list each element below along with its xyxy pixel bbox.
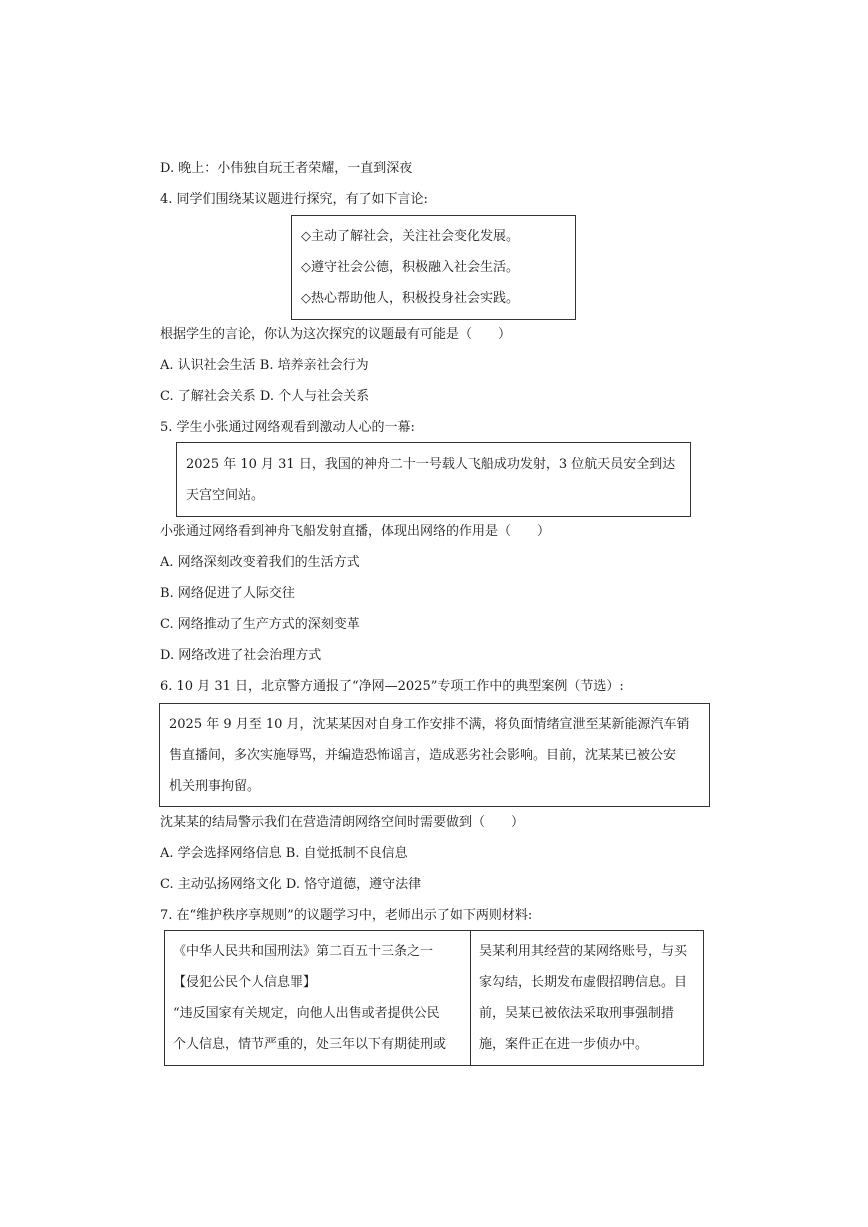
q6-box-line: 2025 年 9 月至 10 月，沈某某因对自身工作安排不满，将负面情绪宣泄至某新能源汽车销 [169, 717, 690, 732]
q7-left-cell-line: 个人信息，情节严重的，处三年以下有期徒刑或 [173, 1037, 447, 1052]
q4-box-line: ◇遵守社会公德，积极融入社会生活。 [301, 260, 519, 275]
q5-box-line: 天宫空间站。 [186, 488, 265, 503]
q3-option-d: D. 晚上：小伟独自玩王者荣耀，一直到深夜 [160, 161, 413, 176]
q4-question: 根据学生的言论，你认为这次探究的议题最有可能是（ ） [160, 327, 512, 342]
q7-right-cell-line: 吴某利用其经营的某网络账号，与买 [479, 944, 688, 959]
q6-options-cd: C. 主动弘扬网络文化 D. 恪守道德，遵守法律 [160, 877, 422, 892]
q7-right-cell-line: 施，案件正在进一步侦办中。 [479, 1037, 649, 1052]
q5-option-a: A. 网络深刻改变着我们的生活方式 [160, 555, 360, 570]
q7-stem: 7. 在“维护秩序享规则”的议题学习中，老师出示了如下两则材料: [160, 908, 533, 923]
q5-box-line: 2025 年 10 月 31 日，我国的神舟二十一号载人飞船成功发射，3 位航天员安全到达 [186, 457, 676, 472]
q7-right-cell-line: 家勾结，长期发布虚假招聘信息。目 [479, 975, 688, 990]
q7-left-cell-line: “违反国家有关规定，向他人出售或者提供公民 [173, 1006, 440, 1021]
q5-stem: 5. 学生小张通过网络观看到激动人心的一幕: [160, 420, 415, 435]
q7-table-divider [470, 931, 471, 1065]
q5-option-c: C. 网络推动了生产方式的深刻变革 [160, 617, 360, 632]
q6-case-box [159, 703, 710, 807]
q4-statement-box [291, 215, 576, 320]
q4-stem: 4. 同学们围绕某议题进行探究，有了如下言论: [160, 192, 428, 207]
q5-news-box [176, 442, 691, 517]
q7-material-table [164, 930, 704, 1066]
q7-left-cell-line: 《中华人民共和国刑法》第二百五十三条之一 [173, 944, 434, 959]
q5-question: 小张通过网络看到神舟飞船发射直播，体现出网络的作用是（ ） [160, 524, 551, 539]
q6-question: 沈某某的结局警示我们在营造清朗网络空间时需要做到（ ） [160, 815, 525, 830]
q7-left-cell-line: 【侵犯公民个人信息罪】 [173, 975, 317, 990]
q4-options-ab: A. 认识社会生活 B. 培养亲社会行为 [160, 358, 369, 373]
q5-option-b: B. 网络促进了人际交往 [160, 586, 295, 601]
q6-box-line: 机关刑事拘留。 [169, 779, 261, 794]
q7-right-cell-line: 前，吴某已被依法采取刑事强制措 [479, 1006, 675, 1021]
q4-box-line: ◇主动了解社会，关注社会变化发展。 [301, 229, 519, 244]
q6-stem: 6. 10 月 31 日，北京警方通报了“净网—2025”专项工作中的典型案例（节选）: [160, 679, 624, 694]
q5-option-d: D. 网络改进了社会治理方式 [160, 648, 322, 663]
q4-options-cd: C. 了解社会关系 D. 个人与社会关系 [160, 389, 370, 404]
q6-box-line: 售直播间，多次实施辱骂，并编造恐怖谣言，造成恶劣社会影响。目前，沈某某已被公安 [169, 748, 677, 763]
q4-box-line: ◇热心帮助他人，积极投身社会实践。 [301, 291, 519, 306]
q6-options-ab: A. 学会选择网络信息 B. 自觉抵制不良信息 [160, 846, 408, 861]
